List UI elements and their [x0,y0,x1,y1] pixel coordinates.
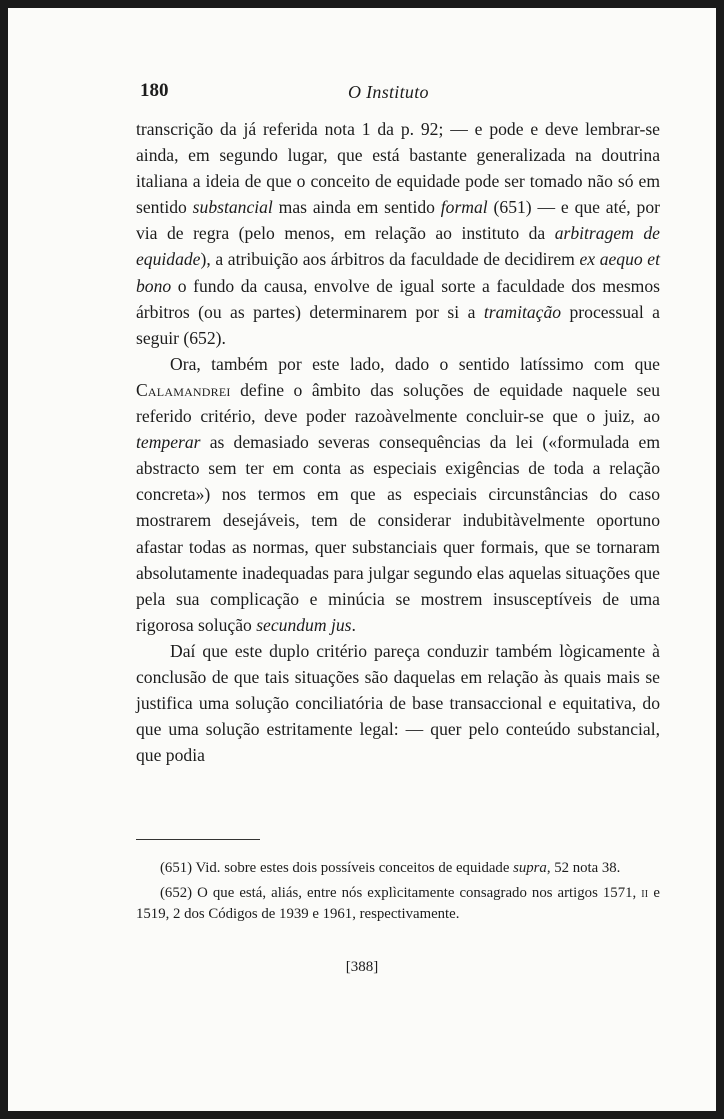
text-run: as demasiado severas consequências da lei («formulada em abstracto sem ter em conta as especiais exigências de toda a relação concreta») nos termos em que as especiais circunstâncias do caso mostrarem desejáveis, tem de considerar indubitàvelmente oportuno afastar todas as normas, quer substanciais quer formais, que se tornaram absolutamente inadequadas para julgar segundo elas aquelas situações que pela sua complicação e minúcia se mostrem insusceptíveis de uma rigorosa solução [136,432,660,635]
text-run: e 1519, 2 dos Códigos de 1939 e 1961, respectivamente. [136,884,660,922]
text-run: mas ainda em sentido [272,197,441,218]
text-run: Vid. sobre estes dois possíveis conceitos de equidade [192,860,514,876]
footnote-651 [136,858,660,880]
paragraph [136,638,660,768]
emphasis: secundum jus [256,614,352,635]
folio: [388] [345,959,379,975]
emphasis: ex aequo et bono [136,249,660,296]
text-run: Daí que este duplo critério pareça conduzir também lògicamente à conclusão de que tais situações são daquelas em relação às quais mais se justifica uma solução conciliatória de base transaccional e equitativa, do que uma solução estritamente legal: — quer pelo conteúdo substancial, que podia [136,640,660,766]
paragraph [136,351,660,638]
text-run: ), a atribuição aos árbitros da faculdade de decidirem [200,249,580,270]
footnote-ref-652[interactable]: (652) [183,327,222,348]
footnote-marker: (651) [160,860,193,876]
text-run: , 52 nota 38. [546,860,621,876]
text-run: o fundo da causa, envolve de igual sorte a faculdade dos mesmos árbitros (ou as partes) determinarem por si a [136,275,660,322]
text-run: . [351,614,356,635]
text-run: . [221,327,226,348]
book-page [8,8,716,1111]
text-run: — e que até, por via de regra (pelo menos, em relação ao instituto da [136,197,660,244]
footnote-marker: (652) [160,884,193,901]
roman-numeral: ii [641,884,649,901]
author-name: Calamandrei [136,379,231,400]
footnote-652 [136,883,660,926]
text-run: processual a seguir [136,301,660,348]
emphasis: supra [513,860,547,876]
text-run: define o âmbito das soluções de equidade naquele seu referido critério, deve poder razoàvelmente concluir-se que o juiz, ao [136,379,660,427]
emphasis: temperar [136,432,201,453]
footnote-ref-651[interactable]: (651) [493,197,532,218]
body-text [136,116,660,768]
emphasis: substancial [192,197,273,218]
page-number: 180 [140,80,169,101]
running-title: O Instituto [348,82,429,102]
footnotes [136,858,660,929]
paragraph [136,116,660,351]
text-run: Ora, também por este lado, dado o sentido latíssimo com que [170,353,660,374]
text-run: transcrição da já referida nota 1 da p. 92; — e pode e deve lembrar-se ainda, em segundo lugar, que está bastante generalizada na doutrina italiana a ideia de que o conceito de equidade pode ser tomado não só em sentido [136,119,660,218]
footnote-separator [136,839,260,840]
emphasis: arbitragem de equidade [136,223,660,270]
text-run: O que está, aliás, entre nós explìcitamente consagrado nos artigos 1571, [192,884,642,901]
emphasis: formal [440,197,488,218]
emphasis: tramitação [483,301,562,322]
